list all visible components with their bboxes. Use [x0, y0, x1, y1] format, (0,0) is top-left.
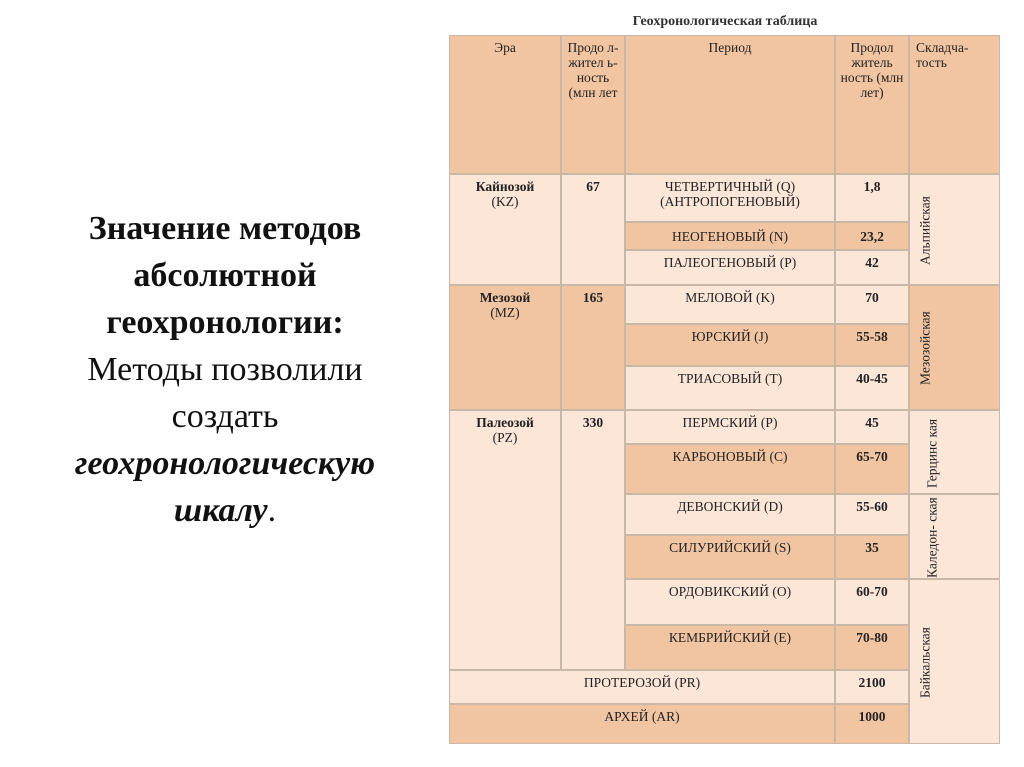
era-code: (PZ) — [492, 430, 518, 445]
folding-caledonian-cell — [909, 494, 1000, 579]
era-code: (MZ) — [490, 305, 520, 320]
era-name: Палеозой — [476, 415, 534, 430]
era-cell-mesozoic — [449, 285, 561, 410]
period-duration-neogene: 23,2 — [835, 222, 909, 250]
precambrian-proterozoic: ПРОТЕРОЗОЙ (PR) — [449, 670, 835, 704]
heading-line-3: геохронологии: — [106, 304, 344, 341]
period-duration-ordovician: 60-70 — [835, 579, 909, 625]
era-name: Кайнозой — [475, 179, 535, 194]
folding-mesozoic: Мезозойская — [917, 311, 933, 386]
period-triassic: ТРИАСОВЫЙ (T) — [625, 366, 835, 410]
folding-hercynian-cell — [909, 410, 1000, 494]
text-line-2: создать — [171, 398, 279, 435]
period-quaternary: ЧЕТВЕРТИЧНЫЙ (Q) (АНТРОПОГЕНОВЫЙ) — [625, 174, 835, 222]
header-period: Период — [625, 35, 835, 174]
period-duration-carboniferous: 65-70 — [835, 444, 909, 494]
geochronological-table — [449, 35, 1000, 744]
precambrian-archean: АРХЕЙ (AR) — [449, 704, 835, 744]
folding-baikal-cell — [909, 579, 1000, 744]
text-italic-2: шкалу — [173, 492, 268, 529]
era-cell-cenozoic — [449, 174, 561, 285]
period-duration-cambrian: 70-80 — [835, 625, 909, 670]
period-duration-paleogene: 42 — [835, 250, 909, 285]
heading-line-2: абсолютной — [133, 257, 317, 294]
era-name: Мезозой — [479, 290, 531, 305]
period-duration-triassic: 40-45 — [835, 366, 909, 410]
period-ordovician: ОРДОВИКСКИЙ (O) — [625, 579, 835, 625]
slide-text-block — [20, 205, 430, 534]
period-duration-silurian: 35 — [835, 535, 909, 579]
period-paleogene: ПАЛЕОГЕНОВЫЙ (P) — [625, 250, 835, 285]
text-last-line — [20, 487, 430, 534]
precambrian-duration-proterozoic: 2100 — [835, 670, 909, 704]
folding-baikal: Байкальская — [917, 627, 933, 698]
folding-alpine: Альпийская — [917, 196, 933, 265]
period-devonian: ДЕВОНСКИЙ (D) — [625, 494, 835, 535]
period-cretaceous: МЕЛОВОЙ (K) — [625, 285, 835, 324]
period-duration-cretaceous: 70 — [835, 285, 909, 324]
period-duration-jurassic: 55-58 — [835, 324, 909, 366]
text-period: . — [267, 492, 277, 529]
period-carboniferous: КАРБОНОВЫЙ (C) — [625, 444, 835, 494]
period-duration-permian: 45 — [835, 410, 909, 444]
folding-hercynian: Герцинс кая — [924, 418, 940, 488]
period-cambrian: КЕМБРИЙСКИЙ (E) — [625, 625, 835, 670]
table-caption: Геохронологическая таблица — [632, 14, 818, 29]
period-silurian: СИЛУРИЙСКИЙ (S) — [625, 535, 835, 579]
period-duration-devonian: 55-60 — [835, 494, 909, 535]
era-duration-cenozoic: 67 — [561, 174, 625, 285]
header-era: Эра — [449, 35, 561, 174]
era-code: (KZ) — [491, 194, 519, 209]
folding-alpine-cell — [909, 174, 1000, 285]
header-era-duration: Продо л- жител ь- ность (млн лет — [561, 35, 625, 174]
text-italic-1: геохронологическую — [74, 445, 376, 482]
period-permian: ПЕРМСКИЙ (P) — [625, 410, 835, 444]
header-period-duration: Продол житель ность (млн лет) — [835, 35, 909, 174]
era-duration-paleozoic: 330 — [561, 410, 625, 670]
text-line-1: Методы позволили — [87, 351, 363, 388]
heading-line-1: Значение методов — [88, 210, 362, 247]
era-duration-mesozoic: 165 — [561, 285, 625, 410]
period-jurassic: ЮРСКИЙ (J) — [625, 324, 835, 366]
precambrian-duration-archean: 1000 — [835, 704, 909, 744]
folding-caledonian: Каледон- ская — [924, 497, 940, 578]
header-folding: Складча- тость — [909, 35, 1000, 174]
folding-mesozoic-cell — [909, 285, 1000, 410]
era-cell-paleozoic — [449, 410, 561, 670]
period-neogene: НЕОГЕНОВЫЙ (N) — [625, 222, 835, 250]
period-duration-quaternary: 1,8 — [835, 174, 909, 222]
